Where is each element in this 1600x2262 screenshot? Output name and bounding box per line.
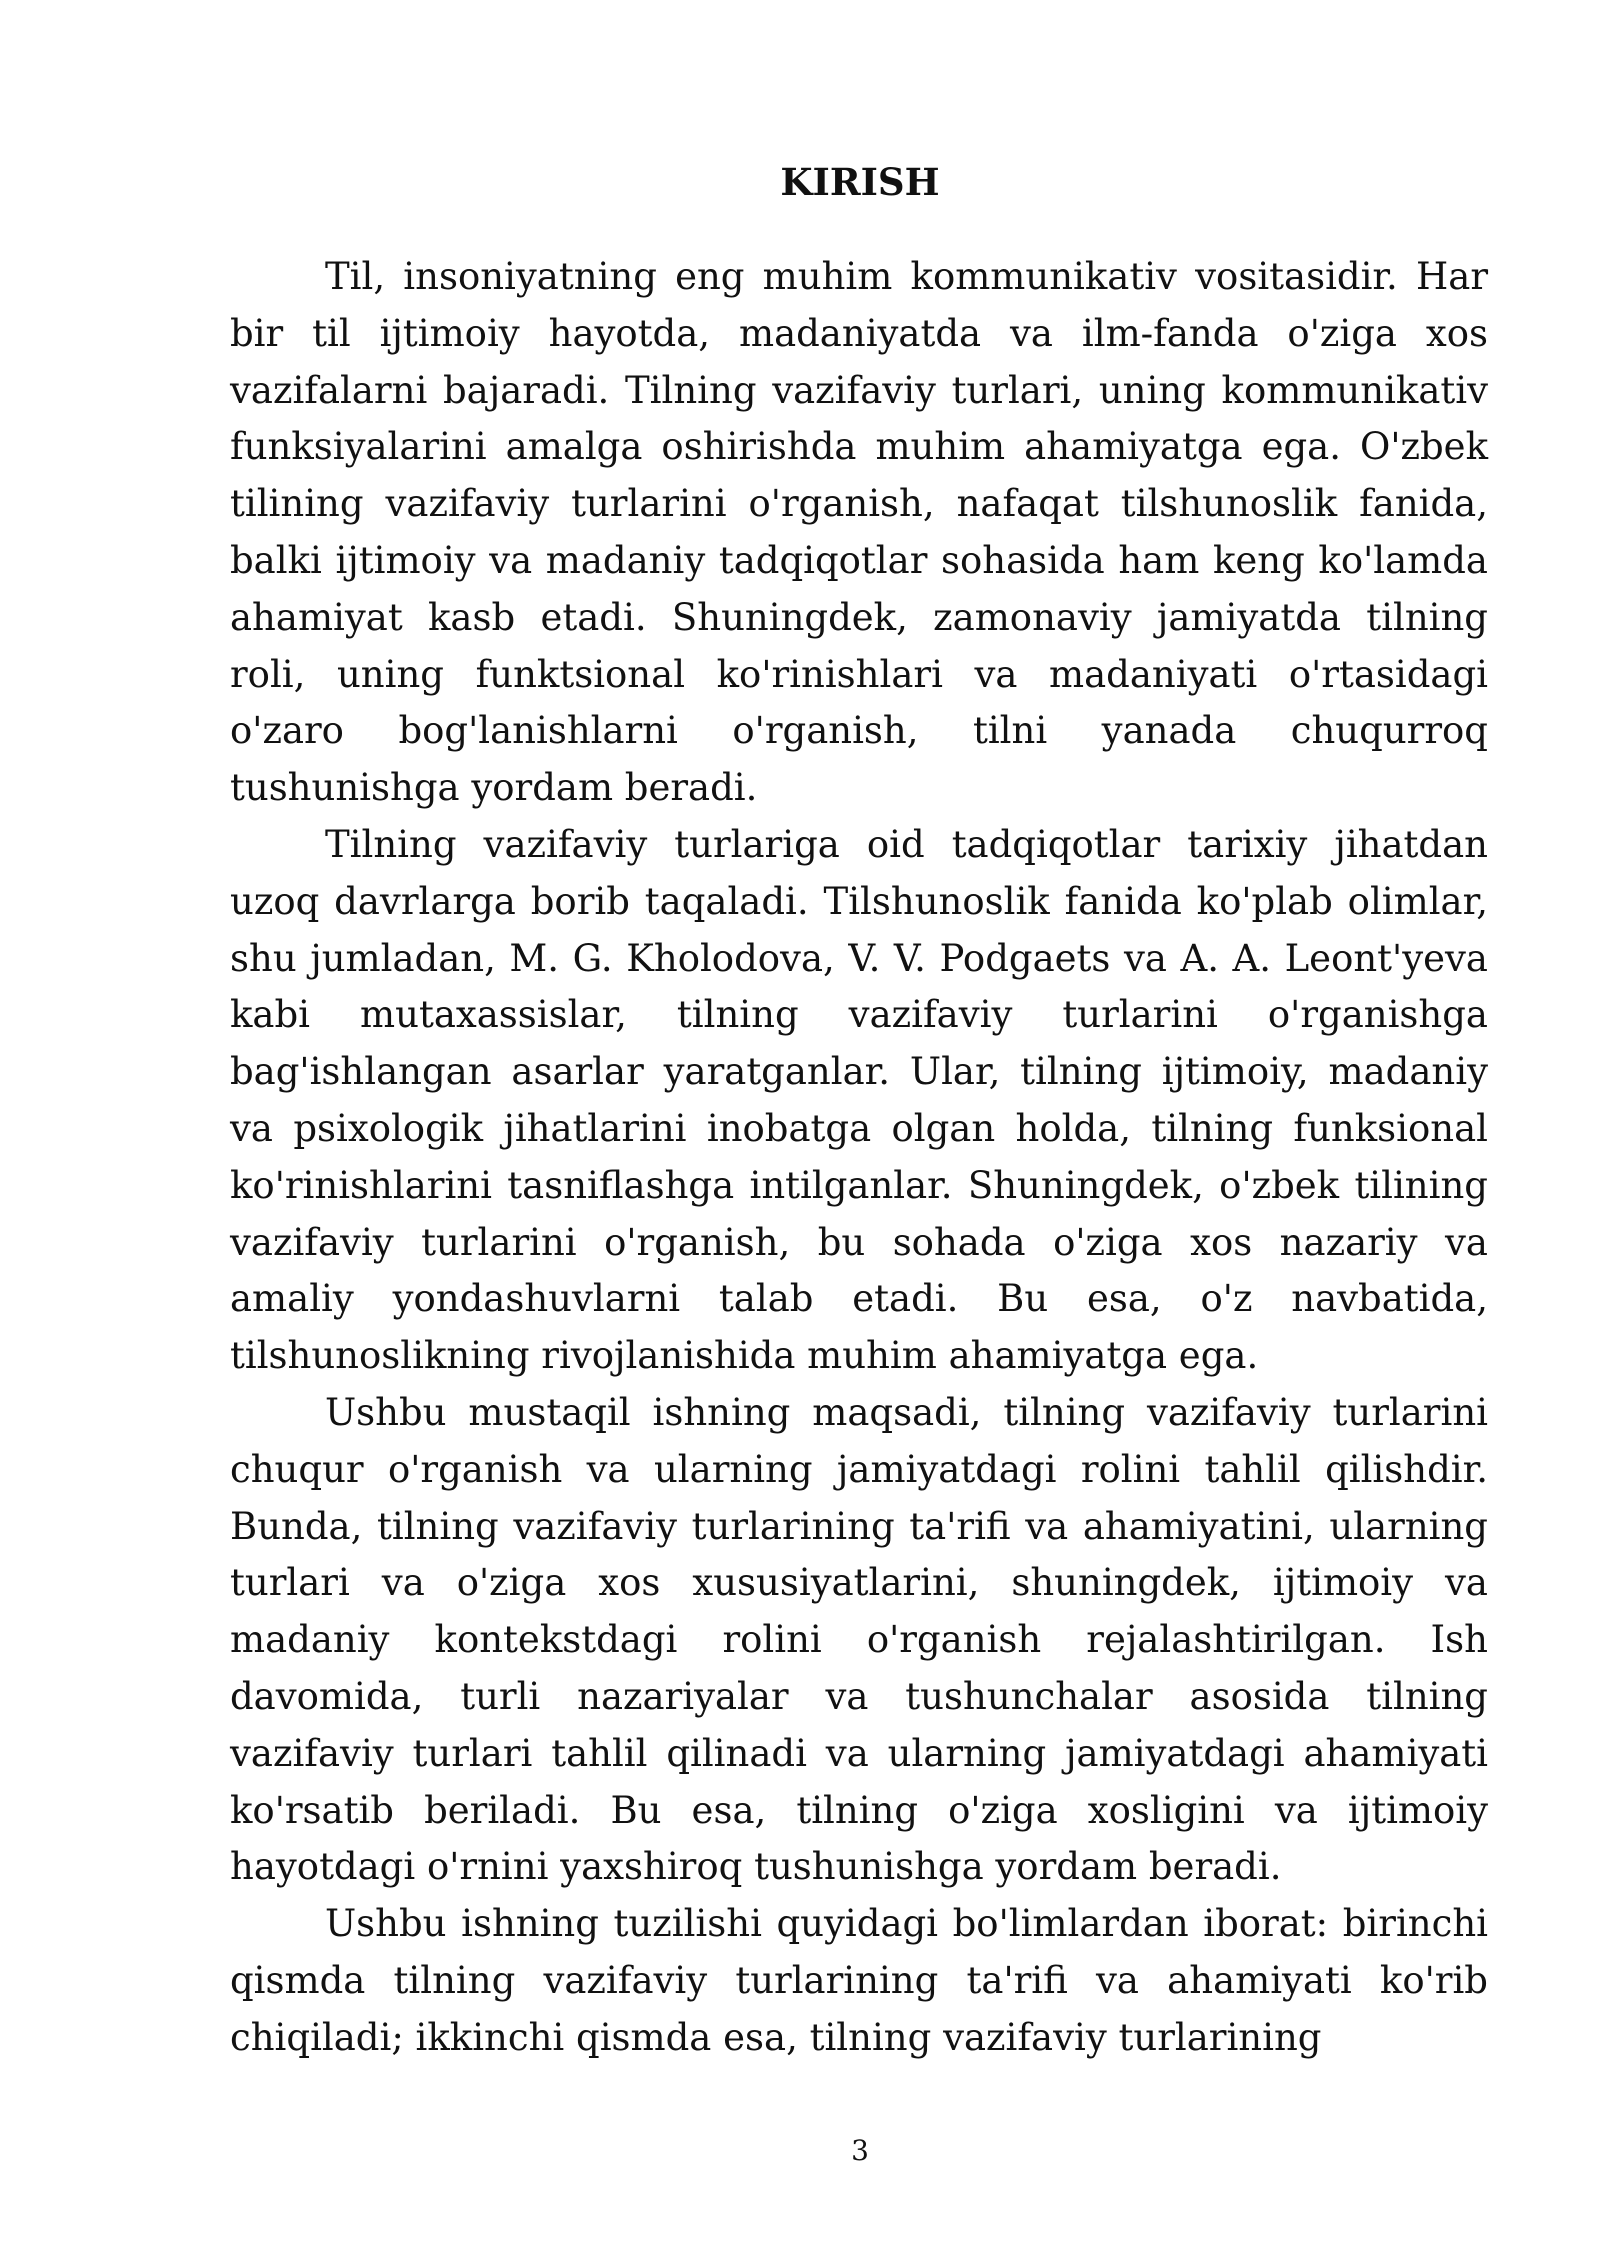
paragraph: Til, insoniyatning eng muhim kommunikativ vositasidir. Har bir til ijtimoiy hayotda, madaniyatda va ilm-fanda o'ziga xos vazifalarni bajaradi. Tilning vazifaviy turlari, uning kommunikativ funksiyalarini amalga oshirishda muhim ahamiyatga ega. O'zbek tilining vazifaviy turlarini o'rganish, nafaqat tilshunoslik fanida, balki ijtimoiy va madaniy tadqiqotlar sohasida ham keng ko'lamda ahamiyat kasb etadi. Shuningdek, zamonaviy jamiyatda tilning roli, uning funktsional ko'rinishlari va madaniyati o'rtasidagi o'zaro bog'lanishlarni o'rganish, tilni yanada chuqurroq tushunishga yordam beradi. (230, 255, 1488, 810)
page-number: 3 (851, 2134, 869, 2167)
paragraph: Tilning vazifaviy turlariga oid tadqiqotlar tarixiy jihatdan uzoq davrlarga borib taqaladi. Tilshunoslik fanida ko'plab olimlar, shu jumladan, M. G. Kholodova, V. V. Podgaets va A. A. Leont'yeva kabi mutaxassislar, tilning vazifaviy turlarini o'rganishga bag'ishlangan asarlar yaratganlar. Ular, tilning ijtimoiy, madaniy va psixologik jihatlarini inobatga olgan holda, tilning funksional ko'rinishlarini tasniflashga intilganlar. Shuningdek, o'zbek tilining vazifaviy turlarini o'rganish, bu sohada o'ziga xos nazariy va amaliy yondashuvlarni talab etadi. Bu esa, o'z navbatida, tilshunoslikning rivojlanishida muhim ahamiyatga ega. (230, 822, 1488, 1378)
paragraph: Ushbu ishning tuzilishi quyidagi bo'limlardan iborat: birinchi qismda tilning vazifaviy turlarining ta'rifi va ahamiyati ko'rib chiqiladi; ikkinchi qismda esa, tilning vazifaviy turlarining (230, 1902, 1488, 2059)
paragraph: Ushbu mustaqil ishning maqsadi, tilning vazifaviy turlarini chuqur o'rganish va ularning jamiyatdagi rolini tahlil qilishdir. Bunda, tilning vazifaviy turlarining ta'rifi va ahamiyatini, ularning turlari va o'ziga xos xususiyatlarini, shuningdek, ijtimoiy va madaniy kontekstdagi rolini o'rganish rejalashtirilgan. Ish davomida, turli nazariyalar va tushunchalar asosida tilning vazifaviy turlari tahlil qilinadi va ularning jamiyatdagi ahamiyati ko'rsatib beriladi. Bu esa, tilning o'ziga xosligini va ijtimoiy hayotdagi o'rnini yaxshiroq tushunishga yordam beradi. (230, 1390, 1488, 1889)
section-heading: KIRISH (780, 160, 940, 204)
body-text (230, 249, 1488, 2067)
